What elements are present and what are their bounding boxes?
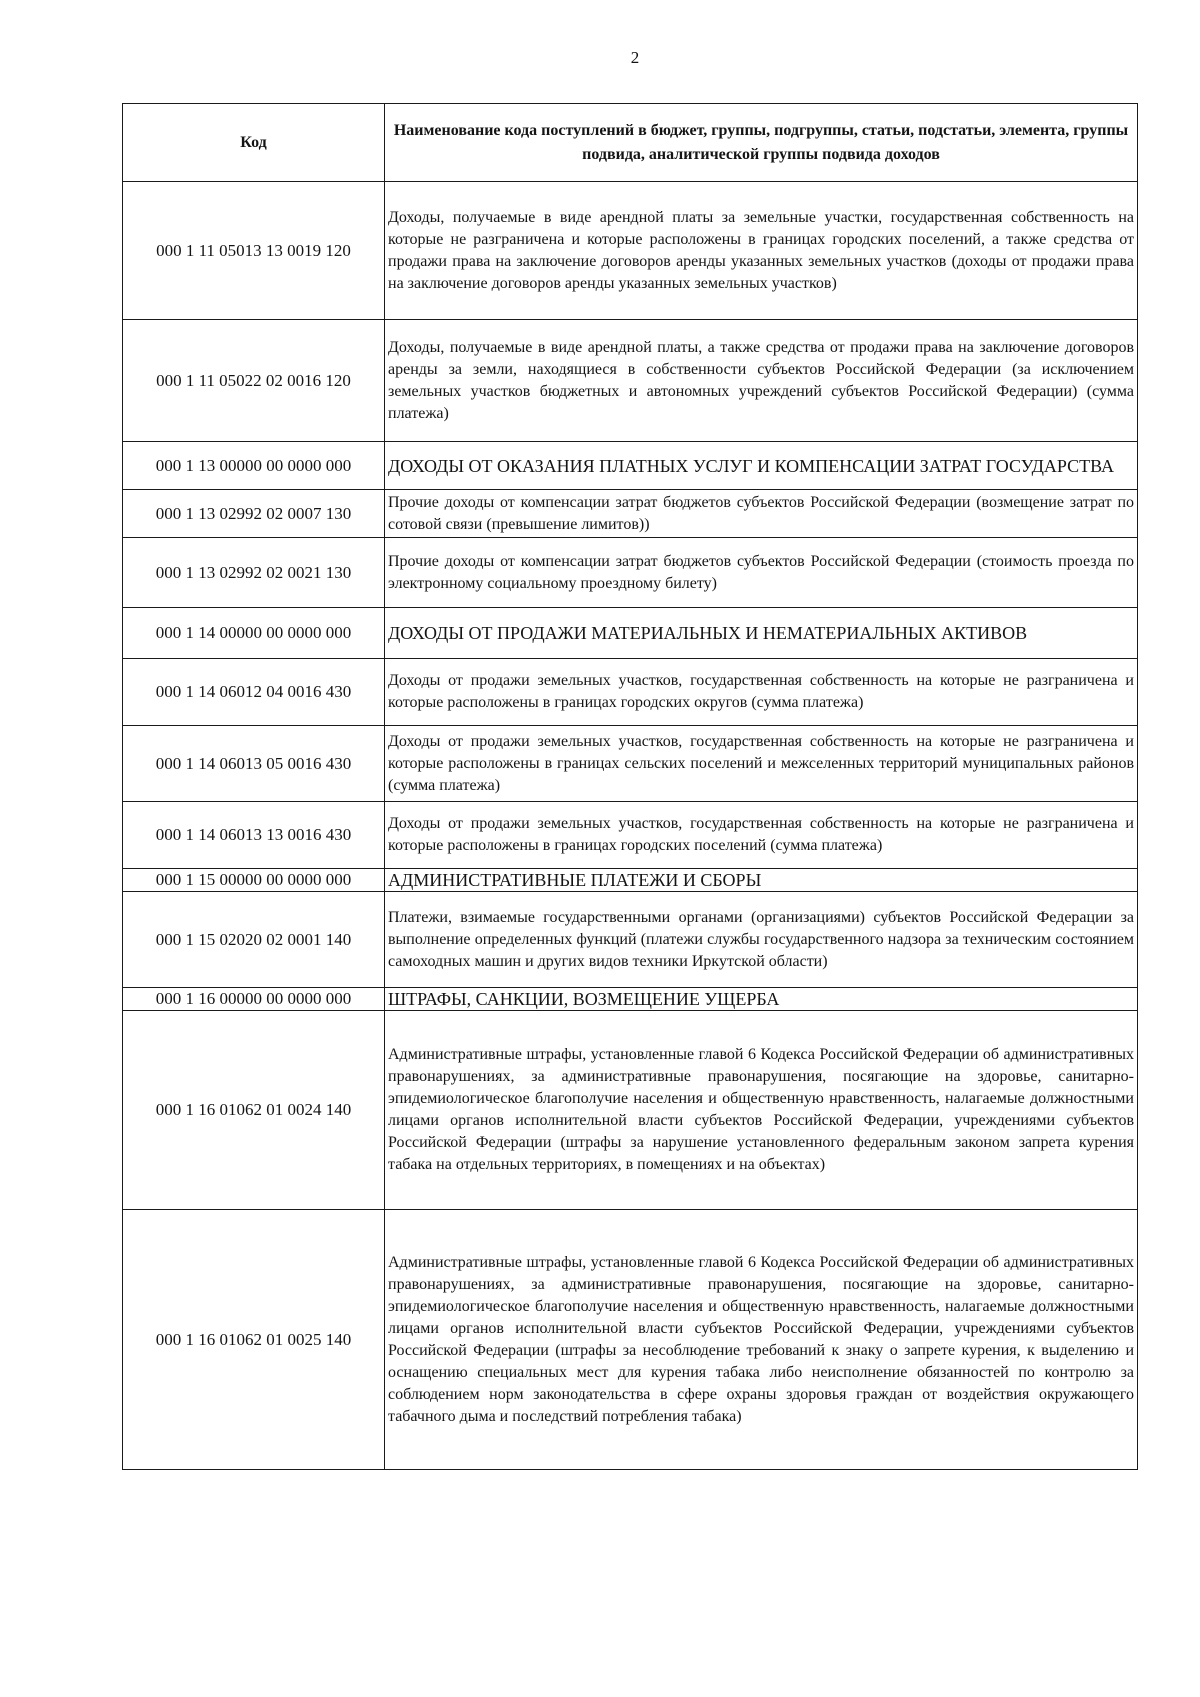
header-code: Код (123, 104, 385, 182)
table-row (123, 869, 1138, 892)
table-row (123, 1210, 1138, 1470)
row-name: ШТРАФЫ, САНКЦИИ, ВОЗМЕЩЕНИЕ УЩЕРБА (385, 988, 1138, 1011)
row-code: 000 1 13 02992 02 0021 130 (123, 538, 385, 608)
row-code: 000 1 13 02992 02 0007 130 (123, 490, 385, 538)
row-name: Административные штрафы, установленные главой 6 Кодекса Российской Федерации об административных правонарушениях, за административные правонарушения, посягающие на здоровье, санитарно-эпидемиологическое благополучие населения и общественную нравственность, налагаемые должностными лицами органов исполнительной власти субъектов Российской Федерации, учреждениями субъектов Российской Федерации (штрафы за несоблюдение требований к знаку о запрете курения, к выделению и оснащению специальных мест для курения табака либо неисполнение обязанностей по контролю за соблюдением норм законодательства в сфере охраны здоровья граждан от воздействия окружающего табачного дыма и последствий потребления табака) (385, 1210, 1138, 1470)
row-name: Доходы от продажи земельных участков, государственная собственность на которые не разграничена и которые расположены в границах сельских поселений и межселенных территорий муниципальных районов (сумма платежа) (385, 726, 1138, 802)
row-name: Доходы, получаемые в виде арендной платы, а также средства от продажи права на заключение договоров аренды за земли, находящиеся в собственности субъектов Российской Федерации (за исключением земельных участков бюджетных и автономных учреждений субъектов Российской Федерации) (сумма платежа) (385, 320, 1138, 442)
row-name: ДОХОДЫ ОТ ПРОДАЖИ МАТЕРИАЛЬНЫХ И НЕМАТЕРИАЛЬНЫХ АКТИВОВ (385, 608, 1138, 659)
row-name: Прочие доходы от компенсации затрат бюджетов субъектов Российской Федерации (возмещение затрат по сотовой связи (превышение лимитов)) (385, 490, 1138, 538)
row-code: 000 1 15 00000 00 0000 000 (123, 869, 385, 892)
row-name: Платежи, взимаемые государственными органами (организациями) субъектов Российской Федерации за выполнение определенных функций (платежи службы государственного надзора за техническим состоянием самоходных машин и других видов техники Иркутской области) (385, 892, 1138, 988)
row-name: ДОХОДЫ ОТ ОКАЗАНИЯ ПЛАТНЫХ УСЛУГ И КОМПЕНСАЦИИ ЗАТРАТ ГОСУДАРСТВА (385, 442, 1138, 490)
page-number: 2 (630, 48, 640, 67)
row-name: АДМИНИСТРАТИВНЫЕ ПЛАТЕЖИ И СБОРЫ (385, 869, 1138, 892)
row-name: Административные штрафы, установленные главой 6 Кодекса Российской Федерации об административных правонарушениях, за административные правонарушения, посягающие на здоровье, санитарно-эпидемиологическое благополучие населения и общественную нравственность, налагаемые должностными лицами органов исполнительной власти субъектов Российской Федерации, учреждениями субъектов Российской Федерации (штрафы за нарушение установленного федеральным законом запрета курения табака на отдельных территориях, в помещениях и на объектах) (385, 1011, 1138, 1210)
table-row (123, 608, 1138, 659)
row-code: 000 1 14 06012 04 0016 430 (123, 659, 385, 726)
table-header-row (123, 104, 1138, 182)
table-row (123, 538, 1138, 608)
row-code: 000 1 16 01062 01 0024 140 (123, 1011, 385, 1210)
row-code: 000 1 11 05022 02 0016 120 (123, 320, 385, 442)
row-code: 000 1 14 06013 05 0016 430 (123, 726, 385, 802)
row-name: Доходы от продажи земельных участков, государственная собственность на которые не разграничена и которые расположены в границах городских округов (сумма платежа) (385, 659, 1138, 726)
table-row (123, 442, 1138, 490)
row-code: 000 1 14 06013 13 0016 430 (123, 802, 385, 869)
header-name: Наименование кода поступлений в бюджет, группы, подгруппы, статьи, подстатьи, элемента, группы подвида, аналитической группы подвида доходов (385, 104, 1138, 182)
table-row (123, 490, 1138, 538)
row-code: 000 1 15 02020 02 0001 140 (123, 892, 385, 988)
table-row (123, 726, 1138, 802)
revenue-codes-table (122, 103, 1138, 1470)
row-code: 000 1 13 00000 00 0000 000 (123, 442, 385, 490)
table-row (123, 659, 1138, 726)
table-row (123, 892, 1138, 988)
row-name: Доходы от продажи земельных участков, государственная собственность на которые не разграничена и которые расположены в границах городских поселений (сумма платежа) (385, 802, 1138, 869)
table-row (123, 182, 1138, 320)
table-row (123, 802, 1138, 869)
row-code: 000 1 16 00000 00 0000 000 (123, 988, 385, 1011)
row-code: 000 1 14 00000 00 0000 000 (123, 608, 385, 659)
table-row (123, 1011, 1138, 1210)
row-code: 000 1 16 01062 01 0025 140 (123, 1210, 385, 1470)
table-row (123, 988, 1138, 1011)
row-code: 000 1 11 05013 13 0019 120 (123, 182, 385, 320)
table-row (123, 320, 1138, 442)
row-name: Доходы, получаемые в виде арендной платы за земельные участки, государственная собственность на которые не разграничена и которые расположены в границах городских поселений, а также средства от продажи права на заключение договоров аренды указанных земельных участков (доходы от продажи права на заключение договоров аренды указанных земельных участков) (385, 182, 1138, 320)
row-name: Прочие доходы от компенсации затрат бюджетов субъектов Российской Федерации (стоимость проезда по электронному социальному проездному билету) (385, 538, 1138, 608)
